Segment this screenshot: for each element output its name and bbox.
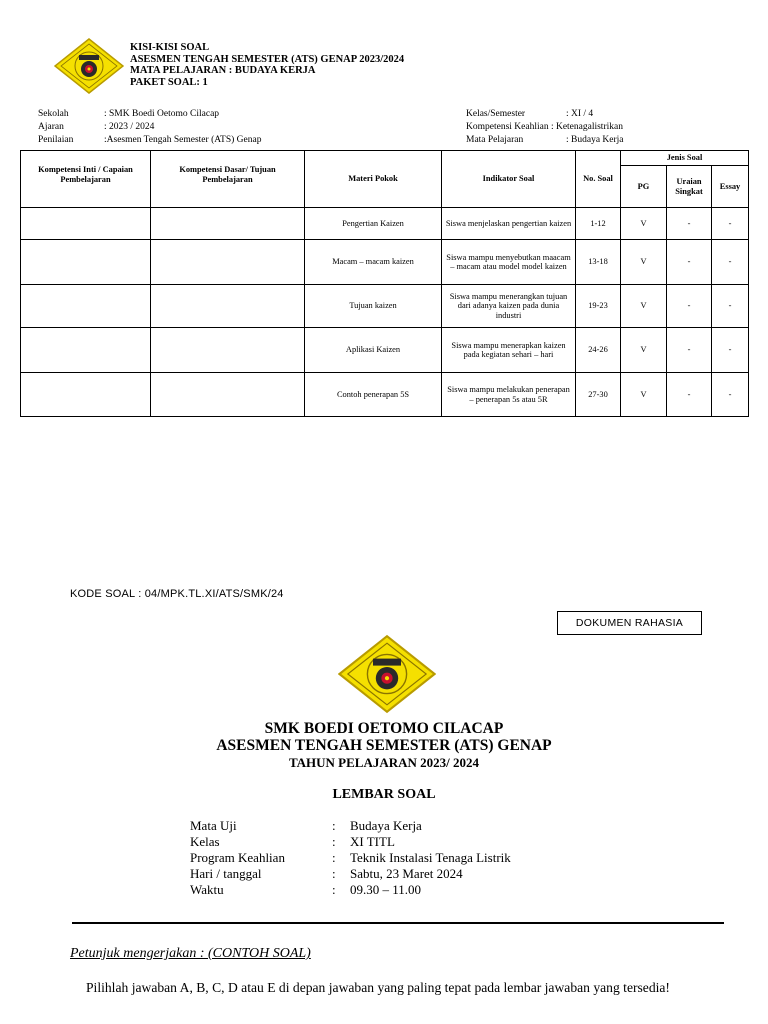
cell-kd — [151, 373, 305, 417]
meta-label: Kelas — [190, 834, 220, 849]
lembar-title: LEMBAR SOAL — [332, 787, 436, 802]
table-row — [21, 240, 749, 285]
meta-label: Program Keahlian — [190, 850, 285, 865]
cell-ki — [21, 285, 151, 328]
meta-colon: : — [332, 882, 336, 897]
school-emblem-icon — [54, 38, 124, 94]
cell-kd — [151, 240, 305, 285]
cell-kd — [151, 208, 305, 240]
instruction-text: Pilihlah jawaban A, B, C, D atau E di depan jawaban yang paling tepat pada lembar jawaban yang tersedia! — [86, 980, 670, 995]
school-emblem-small — [54, 38, 124, 94]
cell-essay: - — [712, 208, 749, 240]
cell-materi: Aplikasi Kaizen — [305, 328, 442, 373]
cell-uraian: - — [667, 285, 712, 328]
info-value: : XI / 4 — [566, 109, 594, 119]
school-emblem-icon — [338, 634, 436, 714]
dokumen-rahasia-box: DOKUMEN RAHASIA — [557, 611, 702, 635]
header-no-soal: No. Soal — [576, 151, 621, 208]
header-uraian: Uraian Singkat — [667, 166, 712, 208]
info-label: Penilaian — [38, 135, 74, 145]
meta-colon: : — [332, 818, 336, 833]
kisi-title-1: KISI-KISI SOAL — [130, 42, 210, 53]
meta-label: Hari / tanggal — [190, 866, 262, 881]
header-kompetensi-dasar: Kompetensi Dasar/ Tujuan Pembelajaran — [151, 151, 305, 208]
header-indikator-soal: Indikator Soal — [442, 151, 576, 208]
cell-essay: - — [712, 285, 749, 328]
petunjuk-heading: Petunjuk mengerjakan : (CONTOH SOAL) — [70, 946, 311, 961]
cell-pg: V — [621, 240, 667, 285]
info-value: :Asesmen Tengah Semester (ATS) Genap — [104, 135, 262, 145]
cell-no: 13-18 — [576, 240, 621, 285]
cell-kd — [151, 285, 305, 328]
cell-ki — [21, 328, 151, 373]
cell-no: 19-23 — [576, 285, 621, 328]
table-row — [21, 208, 749, 240]
info-right — [466, 108, 624, 147]
cell-indikator: Siswa mampu menerangkan tujuan dari adanya kaizen pada dunia industri — [442, 285, 576, 328]
table-row — [21, 285, 749, 328]
cell-pg: V — [621, 373, 667, 417]
kisi-header — [130, 42, 404, 88]
info-label: Mata Pelajaran — [466, 135, 524, 145]
info-value: : 2023 / 2024 — [104, 122, 155, 132]
cell-ki — [21, 373, 151, 417]
cell-uraian: - — [667, 240, 712, 285]
info-label: Kompetensi Keahlian — [466, 122, 549, 132]
cell-ki — [21, 208, 151, 240]
header-materi-pokok: Materi Pokok — [305, 151, 442, 208]
meta-colon: : — [332, 866, 336, 881]
lembar-school-name: SMK BOEDI OETOMO CILACAP — [264, 720, 504, 737]
meta-colon: : — [332, 834, 336, 849]
meta-value: XI TITL — [350, 834, 395, 849]
info-label: Ajaran — [38, 122, 64, 132]
header-pg: PG — [621, 166, 667, 208]
header-kompetensi-inti: Kompetensi Inti / Capaian Pembelajaran — [21, 151, 151, 208]
meta-label: Mata Uji — [190, 818, 237, 833]
lembar-year: TAHUN PELAJARAN 2023/ 2024 — [288, 755, 480, 770]
meta-value: Budaya Kerja — [350, 818, 422, 833]
cell-uraian: - — [667, 208, 712, 240]
kisi-title-4: PAKET SOAL: 1 — [130, 76, 208, 88]
cell-no: 24-26 — [576, 328, 621, 373]
cell-essay: - — [712, 240, 749, 285]
cell-pg: V — [621, 285, 667, 328]
cell-pg: V — [621, 328, 667, 373]
kode-soal: KODE SOAL : 04/MPK.TL.XI/ATS/SMK/24 — [70, 588, 284, 600]
info-value: : Ketenagalistrikan — [550, 122, 623, 132]
cell-essay: - — [712, 373, 749, 417]
table-row — [21, 373, 749, 417]
kisi-table — [20, 150, 749, 417]
meta-value: 09.30 – 11.00 — [350, 882, 422, 897]
lembar-exam-name: ASESMEN TENGAH SEMESTER (ATS) GENAP — [216, 737, 552, 754]
header-essay: Essay — [712, 166, 749, 208]
meta-colon: : — [332, 850, 336, 865]
cell-materi: Tujuan kaizen — [305, 285, 442, 328]
cell-uraian: - — [667, 373, 712, 417]
cell-ki — [21, 240, 151, 285]
info-left — [38, 108, 261, 147]
header-jenis-soal: Jenis Soal — [621, 151, 749, 166]
cell-indikator: Siswa mampu menerapkan kaizen pada kegiatan sehari – hari — [442, 328, 576, 373]
cell-no: 1-12 — [576, 208, 621, 240]
kisi-title-2: ASESMEN TENGAH SEMESTER (ATS) GENAP 2023/2024 — [130, 53, 405, 65]
info-value: : Budaya Kerja — [566, 135, 624, 145]
info-value: : SMK Boedi Oetomo Cilacap — [104, 109, 220, 119]
meta-value: Teknik Instalasi Tenaga Listrik — [350, 850, 511, 865]
cell-kd — [151, 328, 305, 373]
cell-indikator: Siswa mampu melakukan penerapan – penerapan 5s atau 5R — [442, 373, 576, 417]
kisi-title-3: MATA PELAJARAN : BUDAYA KERJA — [130, 65, 316, 76]
cell-uraian: - — [667, 328, 712, 373]
cell-materi: Macam – macam kaizen — [305, 240, 442, 285]
cell-pg: V — [621, 208, 667, 240]
meta-label: Waktu — [190, 882, 224, 897]
cell-indikator: Siswa menjelaskan pengertian kaizen — [442, 208, 576, 240]
meta-value: Sabtu, 23 Maret 2024 — [350, 866, 463, 881]
cell-materi: Contoh penerapan 5S — [305, 373, 442, 417]
info-label: Kelas/Semester — [466, 109, 526, 119]
info-label: Sekolah — [38, 109, 69, 119]
cell-materi: Pengertian Kaizen — [305, 208, 442, 240]
cell-no: 27-30 — [576, 373, 621, 417]
table-row — [21, 328, 749, 373]
school-emblem-large — [338, 634, 436, 714]
cell-indikator: Siswa mampu menyebutkan maacam – macam atau model model kaizen — [442, 240, 576, 285]
cell-essay: - — [712, 328, 749, 373]
exam-meta — [190, 818, 511, 898]
section-divider — [72, 922, 724, 924]
